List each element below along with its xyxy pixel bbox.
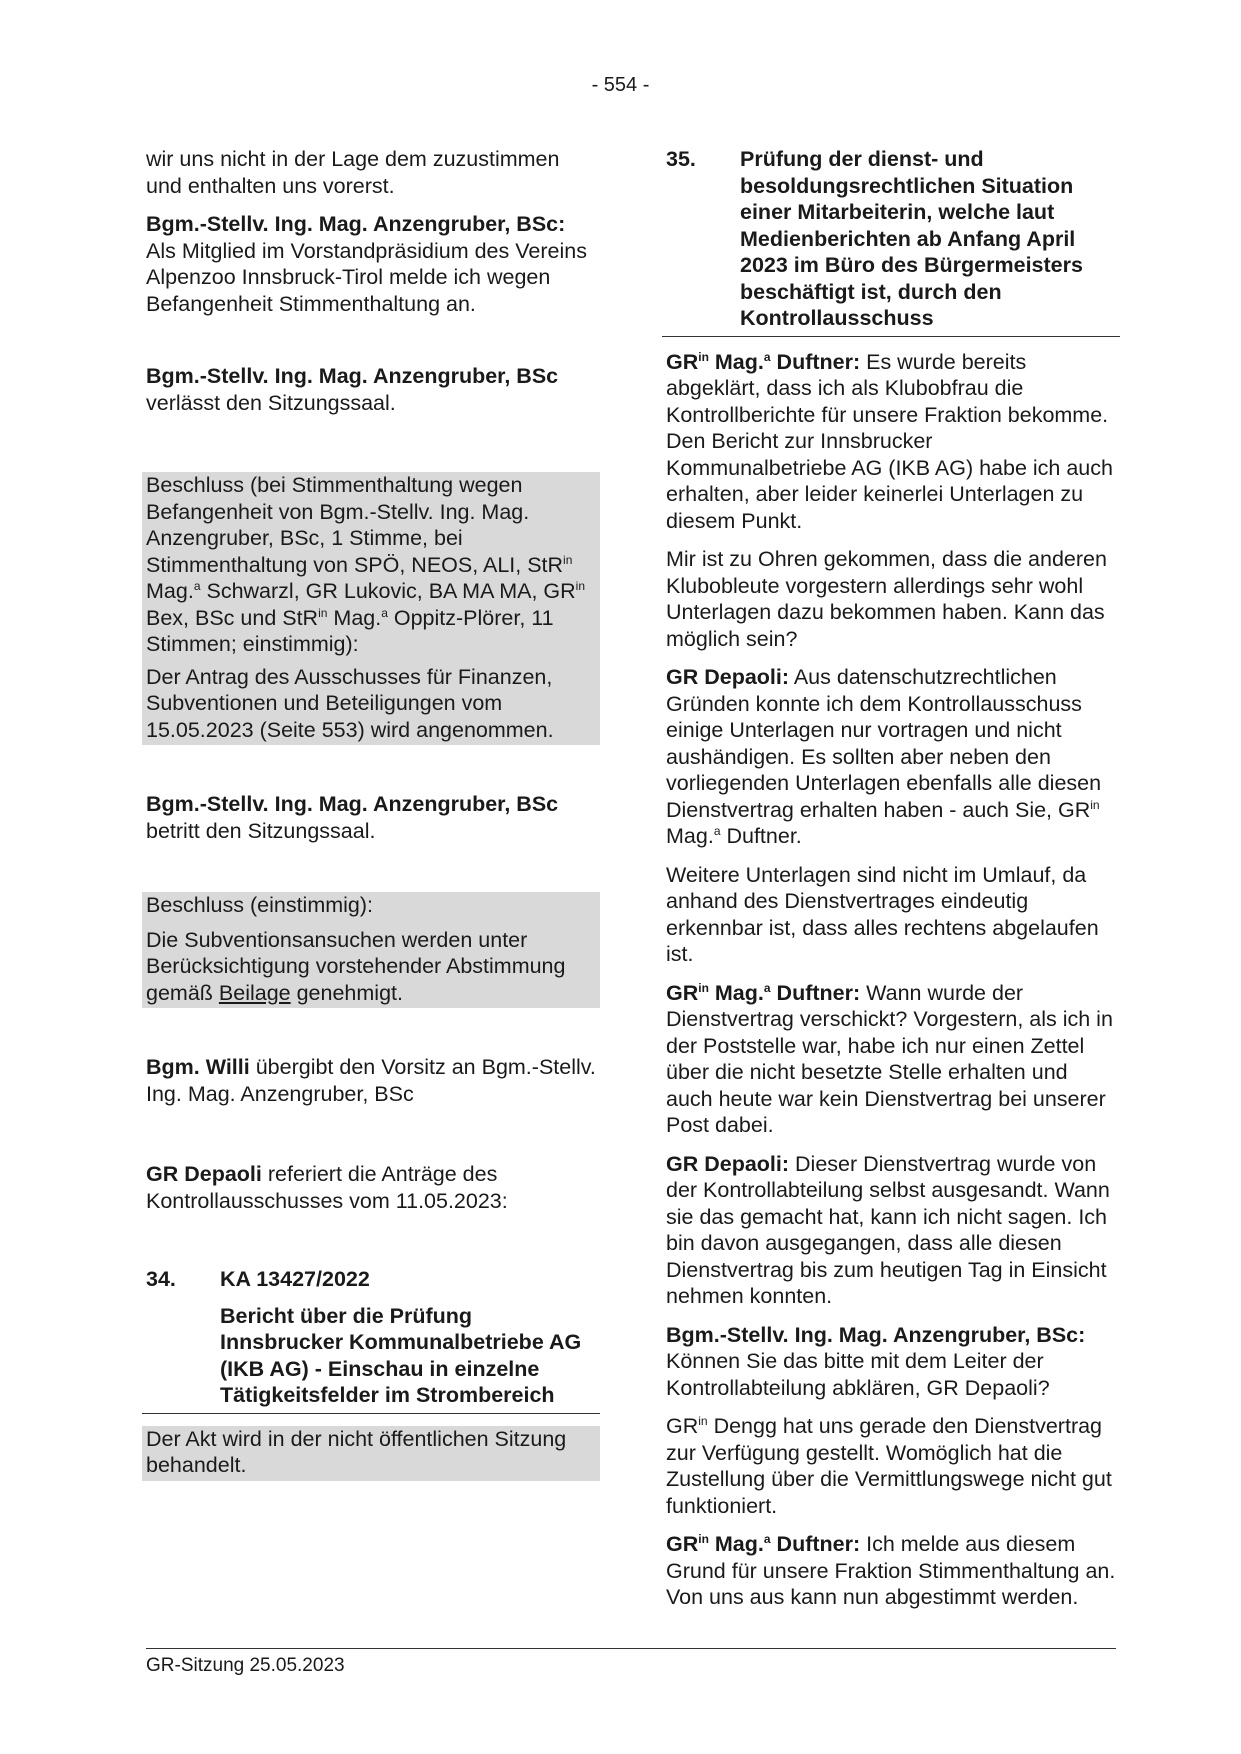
resolution-box <box>142 472 600 745</box>
page-number: - 554 - <box>591 74 650 96</box>
paragraph: Bgm.-Stellv. Ing. Mag. Anzengruber, BSc verlässt den Sitzungssaal. <box>146 364 559 415</box>
note-box <box>142 1426 600 1481</box>
agenda-item-34 <box>146 1266 596 1293</box>
speaker: Bgm.-Stellv. Ing. Mag. Anzengruber, BSc <box>146 792 559 816</box>
divider <box>142 1413 600 1414</box>
attachment-link[interactable]: Beilage <box>218 980 291 1005</box>
paragraph: Bgm.-Stellv. Ing. Mag. Anzengruber, BSc: Als Mitglied im Vorstandpräsidium des Vereins Alpenzoo Innsbruck-Tirol melde ich wegen Befangenheit Stimmenthaltung an. <box>146 212 587 316</box>
speaker: Bgm.-Stellv. Ing. Mag. Anzengruber, BSc <box>146 364 559 388</box>
speaker: GR Depaoli: <box>666 665 790 689</box>
paragraph: $GR^{in}$ Mag.$^a$ Duftner: Es wurde bereits abgeklärt, dass ich als Klubobfrau die Kontrollberichte für unsere Fraktion bekomme. Den Bericht zur Innsbrucker Kommunalbetriebe AG (IKB AG) habe ich auch erhalten, aber leider keinerlei Unterlagen zu diesem Punkt. <box>666 349 1113 533</box>
note-text: Der Akt wird in der nicht öffentlichen Sitzung behandelt. <box>146 1426 567 1477</box>
speaker: Bgm. Willi <box>146 1055 250 1079</box>
paragraph: GR Depaoli: Aus datenschutzrechtlichen Gründen konnte ich dem Kontrollausschuss einige Unterlagen nur vortragen und nicht aushändigen. Es sollten aber neben den vorliegenden Unterlagen ebenfalls alle diesen Dienstvertrag erhalten haben - auch Sie, $GR^{in}$ Mag.$^a$ Duftner. <box>666 665 1102 848</box>
speaker: GR Depaoli: <box>666 1151 790 1176</box>
left-column <box>146 146 596 1481</box>
paragraph: $GR^{in}$ Mag.$^a$ Duftner: Ich melde aus diesem Grund für unsere Fraktion Stimmenthaltung an. Von uns aus kann nun abgestimmt werden. <box>666 1532 1116 1609</box>
paragraph: Mir ist zu Ohren gekommen, dass die anderen Klubobleute vorgestern allerdings sehr wohl Unterlagen dazu bekommen haben. Kann das möglich sein? <box>666 547 1107 651</box>
paragraph: $GR^{in}$ Dengg hat uns gerade den Dienstvertrag zur Verfügung gestellt. Womöglich hat die Zustellung über die Vermittlungswege nicht gut funktioniert. <box>666 1414 1112 1518</box>
agenda-item-35 <box>666 146 1116 332</box>
speaker: $GR^{in}$ Mag.$^a$ Duftner: <box>666 980 861 1005</box>
right-column <box>666 146 1116 1623</box>
speaker: Bgm.-Stellv. Ing. Mag. Anzengruber, BSc: <box>666 1322 1086 1347</box>
resolution-box <box>142 892 600 1008</box>
resolution-text: Der Antrag des Ausschusses für Finanzen, Subventionen und Beteiligungen vom 15.05.2023 (Seite 553) wird angenommen. <box>146 664 554 742</box>
footer: GR-Sitzung 25.05.2023 <box>146 1655 345 1676</box>
agenda-title: Bericht über die Prüfung Innsbrucker Kommunalbetriebe AG (IKB AG) - Einschau in einzelne Tätigkeitsfelder im Strombereich <box>220 1303 582 1407</box>
speaker: $GR^{in}$ Mag.$^a$ Duftner: <box>666 349 861 374</box>
paragraph: wir uns nicht in der Lage dem zuzustimmen und enthalten uns vorerst. <box>146 147 560 198</box>
agenda-title-34 <box>146 1303 596 1409</box>
agenda-title: Prüfung der dienst- und besoldungsrechtlichen Situation einer Mitarbeiterin, welche laut Medienberichten ab Anfang April 2023 im Büro des Bürgermeisters beschäftigt ist, durch den Kontrollausschuss <box>740 147 1083 330</box>
paragraph: $GR^{in}$ Mag.$^a$ Duftner: Wann wurde der Dienstvertrag verschickt? Vorgestern, als ich in der Poststelle war, habe ich nur einen Zettel über die nicht besetzte Stelle erhalten und auch heute war kein Dienstvertrag bei unserer Post dabei. <box>666 980 1113 1137</box>
paragraph: Weitere Unterlagen sind nicht im Umlauf, da anhand des Dienstvertrages eindeutig erkennbar ist, dass alles rechtens abgelaufen ist. <box>666 862 1099 966</box>
resolution-text: Die Subventionsansuchen werden unter Berücksichtigung vorstehender Abstimmung gemäß Beilage genehmigt. <box>146 927 566 1005</box>
speaker: $GR^{in}$ Mag.$^a$ Duftner: <box>666 1532 861 1556</box>
paragraph: Bgm.-Stellv. Ing. Mag. Anzengruber, BSc betritt den Sitzungssaal. <box>146 792 559 843</box>
paragraph: GR Depaoli: Dieser Dienstvertrag wurde von der Kontrollabteilung selbst ausgesandt. Wann sie das gemacht hat, kann ich nicht sagen. Ich bin davon ausgegangen, dass alle diesen Dienstvertrag bis zum heutigen Tag in Einsicht nehmen konnten. <box>666 1151 1110 1308</box>
divider <box>662 336 1120 337</box>
speaker: GR Depaoli <box>146 1162 262 1186</box>
agenda-number: 35. <box>666 147 696 171</box>
speaker: Bgm.-Stellv. Ing. Mag. Anzengruber, BSc: <box>146 212 566 236</box>
agenda-code: KA 13427/2022 <box>220 1267 370 1291</box>
agenda-number: 34. <box>146 1267 176 1291</box>
paragraph: GR Depaoli referiert die Anträge des Kontrollausschusses vom 11.05.2023: <box>146 1162 508 1213</box>
resolution-head: Beschluss (einstimmig): <box>146 893 373 917</box>
footer-divider <box>146 1648 1116 1649</box>
resolution-head: Beschluss (bei Stimmenthaltung wegen Befangenheit von Bgm.-Stellv. Ing. Mag. Anzengruber, BSc, 1 Stimme, bei Stimmenthaltung von SPÖ, NEOS, ALI, StR$^{in}$ Mag.$^a$ Schwarzl, GR Lukovic, BA MA MA, $GR^{in}$ Bex, BSc und StR$^{in}$ Mag.$^a$ Oppitz-Plörer, 11 Stimmen; einstimmig): <box>146 473 586 656</box>
paragraph: Bgm. Willi übergibt den Vorsitz an Bgm.-Stellv. Ing. Mag. Anzengruber, BSc <box>146 1055 596 1106</box>
paragraph: Bgm.-Stellv. Ing. Mag. Anzengruber, BSc: Können Sie das bitte mit dem Leiter der Kontrollabteilung abklären, GR Depaoli? <box>666 1322 1086 1400</box>
